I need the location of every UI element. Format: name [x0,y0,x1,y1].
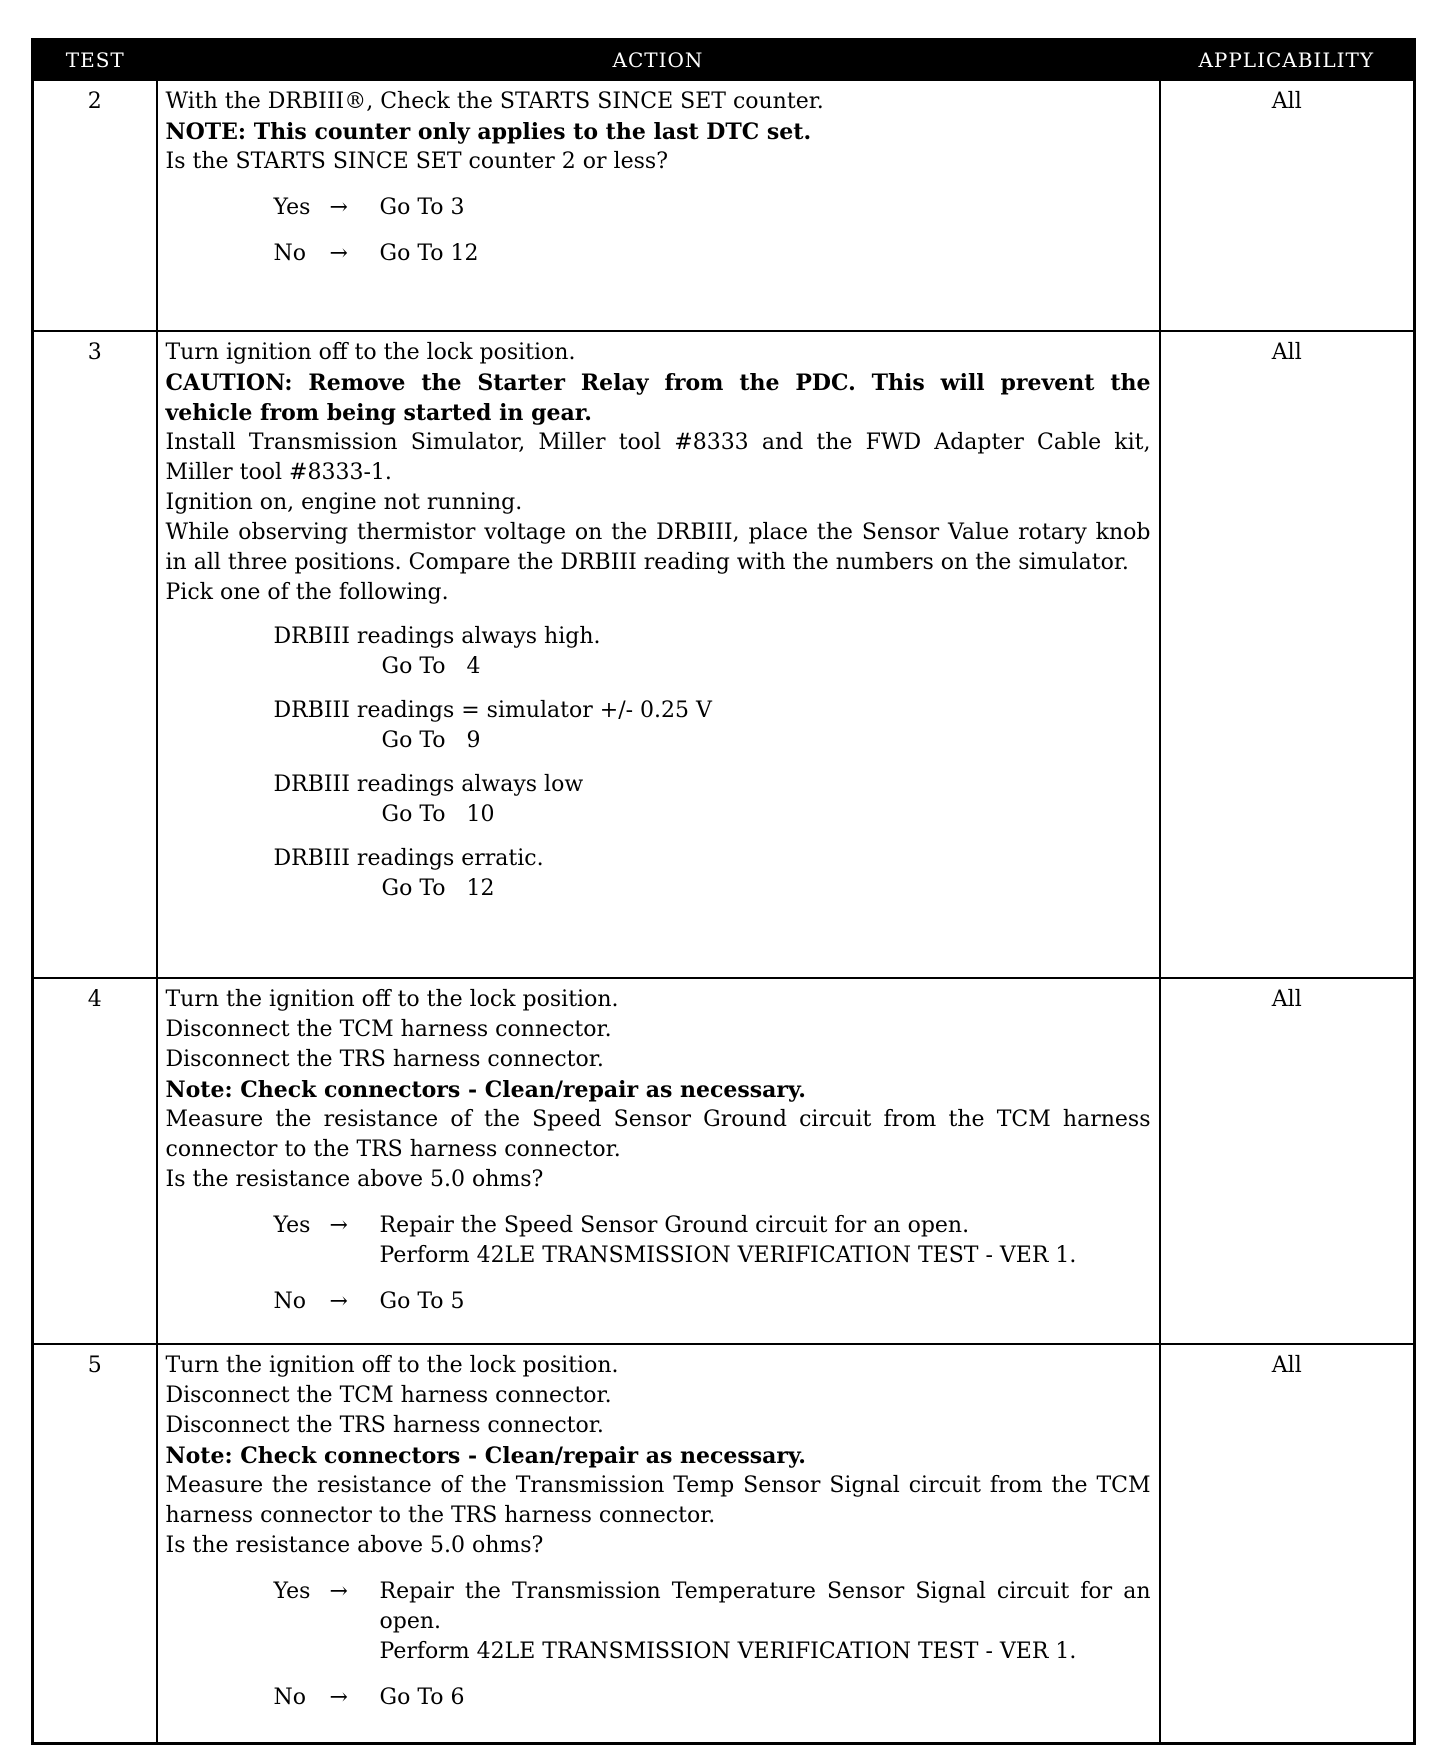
action-cell [157,1344,1160,1743]
branch-no [274,1287,1151,1317]
branch-result [380,1577,1151,1667]
test-number: 4 [33,978,157,1344]
applicability: All [1160,978,1415,1344]
applicability: All [1160,80,1415,331]
test-number: 5 [33,1344,157,1743]
branch-yes [274,1577,1151,1667]
instruction-line: Is the resistance above 5.0 ohms? [165,1167,544,1192]
instruction-line: Measure the resistance of the Transmission Temp Sensor Signal circuit from the TCM harness connector to the TRS harness connector. [165,1473,1151,1528]
test-number: 2 [33,80,157,331]
instruction-line: Ignition on, engine not running. [165,490,523,515]
warning-note: NOTE: This counter only applies to the last DTC set. [165,119,812,145]
option-goto: Go To 10 [381,802,495,827]
instruction-line: Install Transmission Simulator, Miller tool #8333 and the FWD Adapter Cable kit, Miller tool #8333-1. [165,430,1151,485]
branch-key: No [273,1685,306,1710]
option-goto: Go To 12 [381,876,495,901]
arrow-right-icon: → [329,195,348,220]
instruction-line: Disconnect the TCM harness connector. [165,1017,612,1042]
table-row [33,331,1415,978]
option-goto: Go To 4 [381,654,481,679]
instruction-line: Turn the ignition off to the lock position. [165,987,619,1012]
instruction-line: Pick one of the following. [165,580,449,605]
instruction-line: Is the resistance above 5.0 ohms? [165,1533,544,1558]
option-label: DRBIII readings = simulator +/- 0.25 V [273,698,712,723]
arrow-right-icon: → [329,1685,348,1710]
header-test: TEST [33,40,157,81]
branch-result [380,239,1151,269]
branch-result-line: Repair the Speed Sensor Ground circuit for an open. [379,1213,970,1238]
branch-result [380,1683,1151,1713]
branch-result-line: Perform 42LE TRANSMISSION VERIFICATION TEST - VER 1. [379,1243,1077,1268]
branch-key: Yes [273,1579,311,1604]
instruction-line: Turn the ignition off to the lock position. [165,1353,619,1378]
branch-yes [274,1211,1151,1271]
table-row [33,978,1415,1344]
action-cell [157,331,1160,978]
branch-result-line: Perform 42LE TRANSMISSION VERIFICATION TEST - VER 1. [379,1639,1077,1664]
branch-result-line: Go To 5 [379,1289,465,1314]
table-row [33,1344,1415,1743]
option-label: DRBIII readings erratic. [273,846,544,871]
applicability: All [1160,331,1415,978]
table-row [33,80,1415,331]
option-item [274,770,1151,830]
action-cell [157,80,1160,331]
option-item [274,844,1151,904]
branch-result [380,1211,1151,1271]
instruction-line: Disconnect the TCM harness connector. [165,1383,612,1408]
instruction-line: Turn ignition off to the lock position. [165,340,576,365]
branch-result-line: Go To 6 [379,1685,465,1710]
option-item [274,696,1151,756]
warning-note: CAUTION: Remove the Starter Relay from the PDC. This will prevent the vehicle from being started in gear. [165,370,1151,426]
instruction-line: Is the STARTS SINCE SET counter 2 or less? [165,149,668,174]
branch-key: Yes [273,1213,311,1238]
branch-no [274,1683,1151,1713]
arrow-right-icon: → [329,241,348,266]
warning-note: Note: Check connectors - Clean/repair as necessary. [165,1443,806,1469]
branch-key: No [273,241,306,266]
arrow-right-icon: → [329,1289,348,1314]
option-goto: Go To 9 [381,728,481,753]
test-number: 3 [33,331,157,978]
option-label: DRBIII readings always low [273,772,584,797]
warning-note: Note: Check connectors - Clean/repair as necessary. [165,1077,806,1103]
branch-no [274,239,1151,269]
option-item [274,622,1151,682]
branch-result-line: Repair the Transmission Temperature Sensor Signal circuit for an open. [379,1579,1151,1634]
diagnostic-test-table [31,38,1416,1745]
instruction-line: With the DRBIII®, Check the STARTS SINCE SET counter. [165,89,824,114]
instruction-line: Measure the resistance of the Speed Sensor Ground circuit from the TCM harness connector to the TRS harness connector. [165,1107,1151,1162]
header-applicability: APPLICABILITY [1160,40,1415,81]
arrow-right-icon: → [329,1213,348,1238]
arrow-right-icon: → [329,1579,348,1604]
branch-key: Yes [273,195,311,220]
branch-result [380,193,1151,223]
branch-key: No [273,1289,306,1314]
applicability: All [1160,1344,1415,1743]
header-action: ACTION [157,40,1160,81]
branch-result-line: Go To 12 [379,241,479,266]
branch-result [380,1287,1151,1317]
option-label: DRBIII readings always high. [273,624,601,649]
instruction-line: Disconnect the TRS harness connector. [165,1047,604,1072]
table-header-row [33,40,1415,81]
branch-result-line: Go To 3 [379,195,465,220]
instruction-line: While observing thermistor voltage on the DRBIII, place the Sensor Value rotary knob in all three positions. Compare the DRBIII reading with the numbers on the simulator. [165,520,1151,575]
instruction-line: Disconnect the TRS harness connector. [165,1413,604,1438]
action-cell [157,978,1160,1344]
branch-yes [274,193,1151,223]
